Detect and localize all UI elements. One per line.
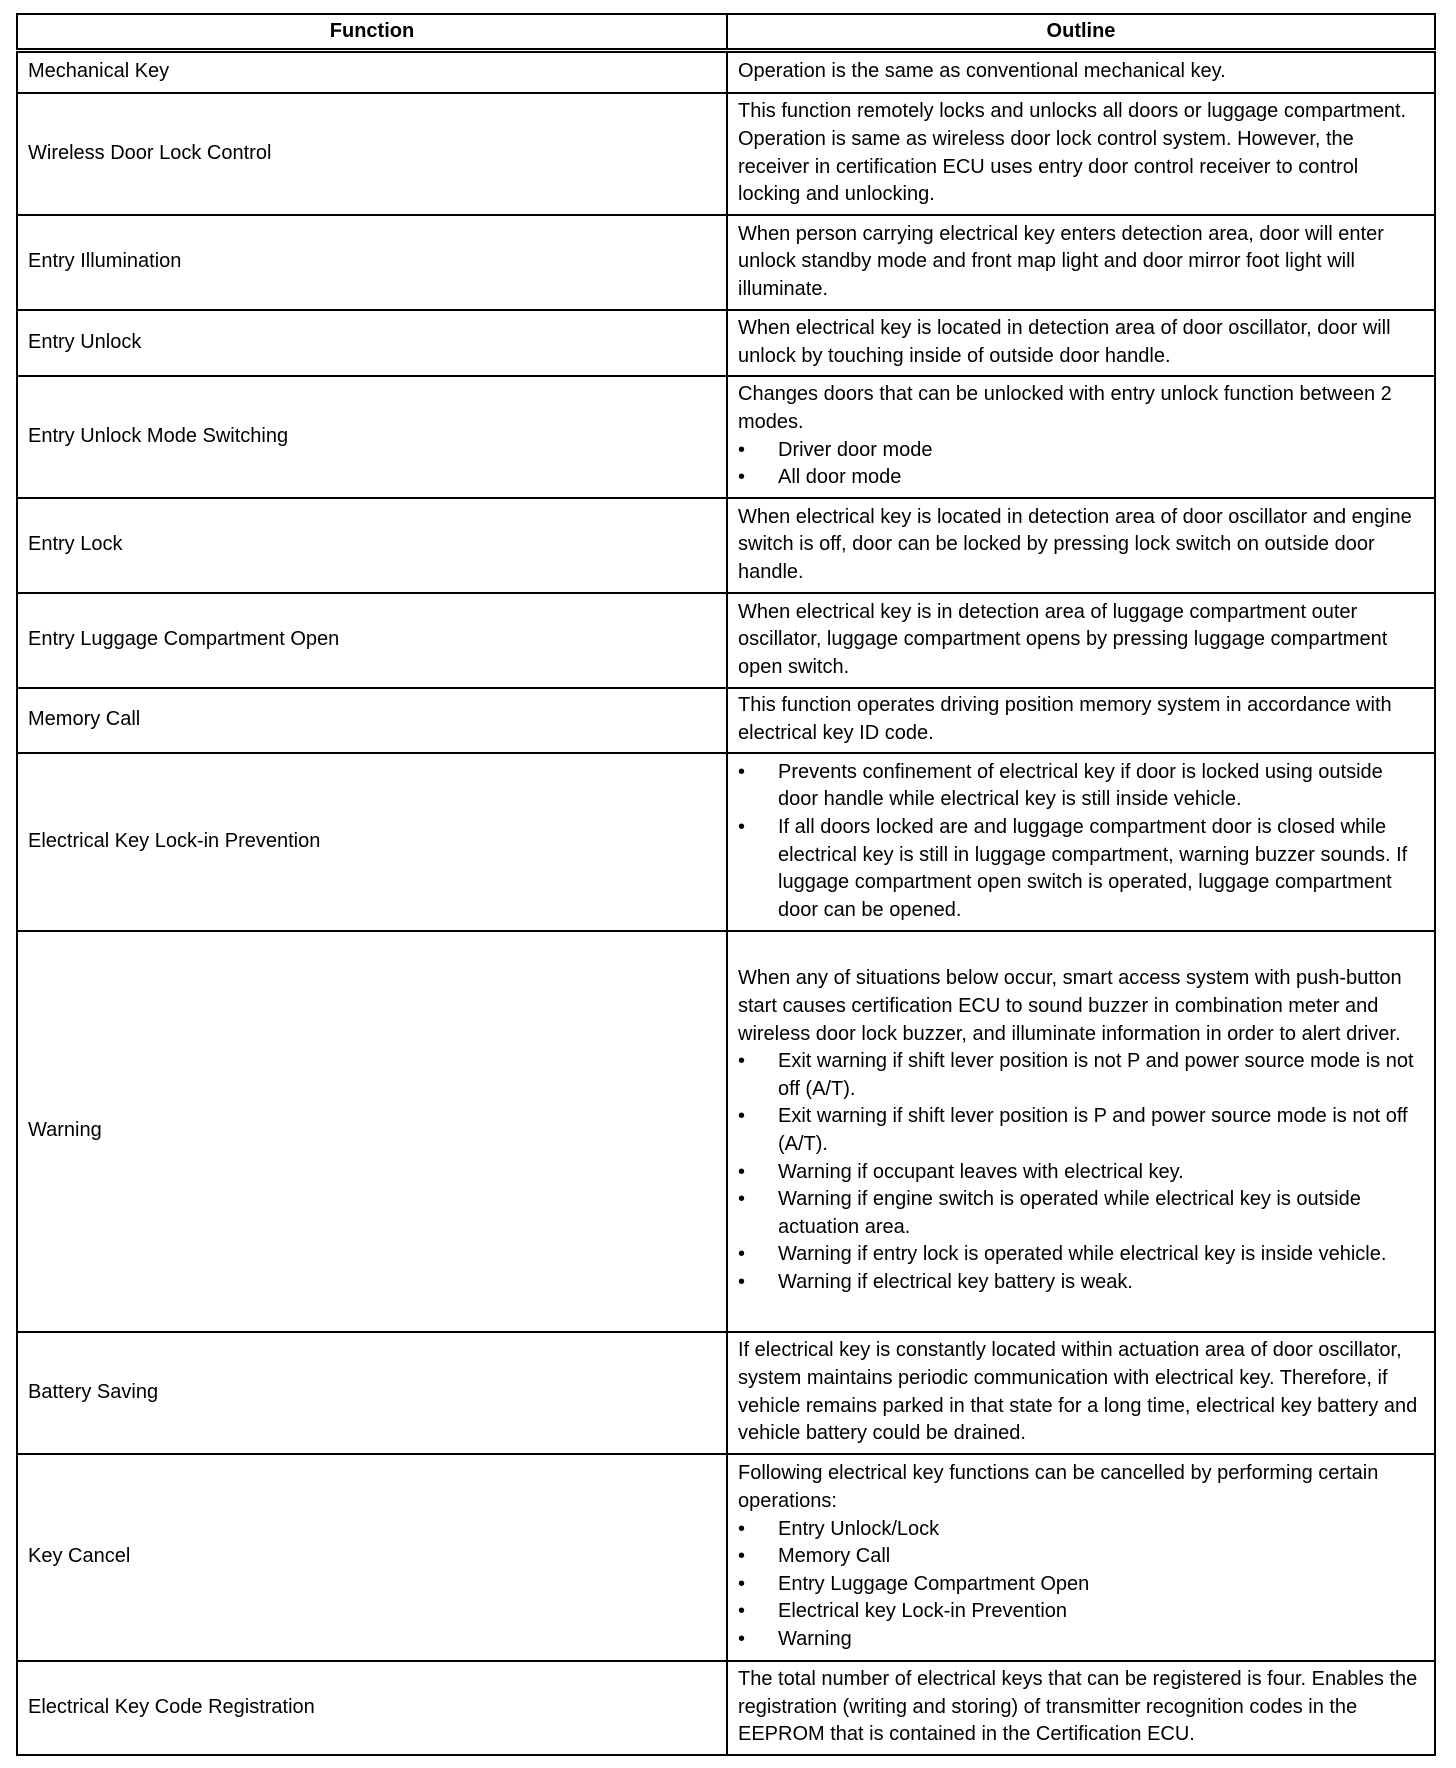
function-cell: Electrical Key Lock-in Prevention	[17, 753, 727, 931]
table-row	[17, 1454, 1435, 1661]
outline-text: If electrical key is constantly located within actuation area of door oscillator, system maintains periodic communication with electrical key. Therefore, if vehicle remains parked in that state for a long time, electrical key battery and vehicle battery could be drained.	[738, 1339, 1418, 1445]
outline-text: When electrical key is located in detection area of door oscillator and engine switch is off, door can be locked by pressing lock switch on outside door handle.	[738, 505, 1412, 583]
table-row	[17, 310, 1435, 376]
function-cell: Entry Unlock	[17, 310, 727, 376]
bullet-text: Prevents confinement of electrical key if door is locked using outside door handle while electrical key is still inside vehicle.	[778, 760, 1383, 811]
bullet-icon: •	[738, 1188, 746, 1211]
bullet-item	[738, 464, 1424, 492]
outline-cell	[727, 498, 1435, 593]
table-row	[17, 498, 1435, 593]
function-cell: Memory Call	[17, 688, 727, 753]
bullet-icon: •	[738, 1105, 746, 1128]
bullet-text: Warning if entry lock is operated while electrical key is inside vehicle.	[778, 1243, 1387, 1266]
bullet-icon: •	[738, 1160, 746, 1183]
bullet-icon: •	[738, 466, 746, 489]
bullet-text: Exit warning if shift lever position is P and power source mode is not off (A/T).	[778, 1105, 1408, 1155]
table-row	[17, 753, 1435, 931]
outline-cell	[727, 310, 1435, 376]
bullet-item	[738, 1571, 1424, 1599]
outline-text: Operation is the same as conventional mechanical key.	[738, 60, 1226, 83]
function-cell: Entry Illumination	[17, 215, 727, 310]
bullet-text: Electrical key Lock-in Prevention	[778, 1600, 1068, 1623]
bullet-icon: •	[738, 1545, 746, 1568]
bullet-icon: •	[738, 1572, 746, 1595]
bullet-item	[738, 1241, 1424, 1269]
table-row	[17, 215, 1435, 310]
outline-cell	[727, 931, 1435, 1332]
table-row	[17, 376, 1435, 498]
bullet-icon: •	[738, 438, 746, 461]
bullet-icon: •	[738, 1600, 746, 1623]
outline-text: This function operates driving position memory system in accordance with electrical key ID code.	[738, 694, 1392, 744]
outline-text: This function remotely locks and unlocks all doors or luggage compartment. Operation is same as wireless door lock control system. However, the receiver in certification ECU uses entry door control receiver to control locking and unlocking.	[738, 100, 1407, 206]
bullet-icon: •	[738, 815, 746, 838]
outline-cell	[727, 688, 1435, 753]
table-row	[17, 1332, 1435, 1454]
outline-text: When any of situations below occur, smart access system with push-button start causes certification ECU to sound buzzer in combination meter and wireless door lock buzzer, and illuminate information in order to alert driver.	[738, 967, 1402, 1045]
bullet-text: Entry Unlock/Lock	[778, 1517, 940, 1540]
function-cell: Wireless Door Lock Control	[17, 93, 727, 215]
function-cell: Entry Luggage Compartment Open	[17, 593, 727, 688]
bullet-text: Exit warning if shift lever position is not P and power source mode is not off (A/T).	[778, 1050, 1414, 1100]
outline-cell	[727, 1332, 1435, 1454]
bullet-text: Warning if engine switch is operated while electrical key is outside actuation area.	[778, 1188, 1361, 1238]
bullet-text: Memory Call	[778, 1545, 891, 1568]
bullet-icon: •	[738, 1243, 746, 1266]
bullet-icon: •	[738, 760, 746, 783]
bullet-item	[738, 814, 1424, 924]
function-outline-table	[16, 13, 1436, 1756]
table-row	[17, 51, 1435, 93]
outline-cell	[727, 376, 1435, 498]
bullet-text: Entry Luggage Compartment Open	[778, 1572, 1090, 1595]
bullet-item	[738, 1516, 1424, 1544]
outline-text: When electrical key is located in detection area of door oscillator, door will unlock by touching inside of outside door handle.	[738, 316, 1391, 367]
bullet-icon: •	[738, 1050, 746, 1073]
bullet-icon: •	[738, 1270, 746, 1293]
table-row	[17, 1661, 1435, 1755]
outline-cell	[727, 215, 1435, 310]
bullet-item	[738, 1103, 1424, 1158]
outline-cell	[727, 93, 1435, 215]
outline-text: Changes doors that can be unlocked with entry unlock function between 2 modes.	[738, 383, 1392, 433]
bullet-item	[738, 1626, 1424, 1654]
bullet-item	[738, 1269, 1424, 1297]
bullet-item	[738, 1186, 1424, 1241]
bullet-item	[738, 1048, 1424, 1103]
bullet-icon: •	[738, 1517, 746, 1540]
outline-cell	[727, 753, 1435, 931]
table-row	[17, 931, 1435, 1332]
bullet-text: Warning if electrical key battery is weak.	[778, 1270, 1133, 1293]
outline-text: When electrical key is in detection area of luggage compartment outer oscillator, luggage compartment opens by pressing luggage compartment open switch.	[738, 600, 1388, 678]
outline-cell	[727, 593, 1435, 688]
function-cell: Battery Saving	[17, 1332, 727, 1454]
table-row	[17, 593, 1435, 688]
function-cell: Entry Unlock Mode Switching	[17, 376, 727, 498]
bullet-item	[738, 1598, 1424, 1626]
function-cell: Mechanical Key	[17, 51, 727, 93]
header-outline: Outline	[727, 14, 1435, 51]
table-row	[17, 93, 1435, 215]
function-cell: Key Cancel	[17, 1454, 727, 1661]
bullet-text: If all doors locked are and luggage compartment door is closed while electrical key is still in luggage compartment, warning buzzer sounds. If luggage compartment open switch is operated, luggage compartment door can be opened.	[778, 815, 1408, 921]
header-function: Function	[17, 14, 727, 51]
outline-cell	[727, 51, 1435, 93]
bullet-text: Warning	[778, 1627, 852, 1650]
function-cell: Entry Lock	[17, 498, 727, 593]
bullet-text: All door mode	[778, 466, 902, 489]
outline-cell	[727, 1454, 1435, 1661]
outline-text: Following electrical key functions can be cancelled by performing certain operations:	[738, 1462, 1379, 1513]
bullet-item	[738, 1543, 1424, 1571]
bullet-icon: •	[738, 1627, 746, 1650]
bullet-item	[738, 1159, 1424, 1187]
function-cell: Warning	[17, 931, 727, 1332]
bullet-item	[738, 759, 1424, 814]
bullet-text: Warning if occupant leaves with electrical key.	[778, 1160, 1184, 1183]
outline-text: When person carrying electrical key enters detection area, door will enter unlock standby mode and front map light and door mirror foot light will illuminate.	[738, 222, 1384, 300]
header-row	[17, 14, 1435, 51]
outline-cell	[727, 1661, 1435, 1755]
table-row	[17, 688, 1435, 753]
function-cell: Electrical Key Code Registration	[17, 1661, 727, 1755]
outline-text: The total number of electrical keys that can be registered is four. Enables the registration (writing and storing) of transmitter recognition codes in the EEPROM that is contained in the Certification ECU.	[738, 1668, 1418, 1746]
bullet-text: Driver door mode	[778, 438, 933, 461]
bullet-item	[738, 437, 1424, 465]
